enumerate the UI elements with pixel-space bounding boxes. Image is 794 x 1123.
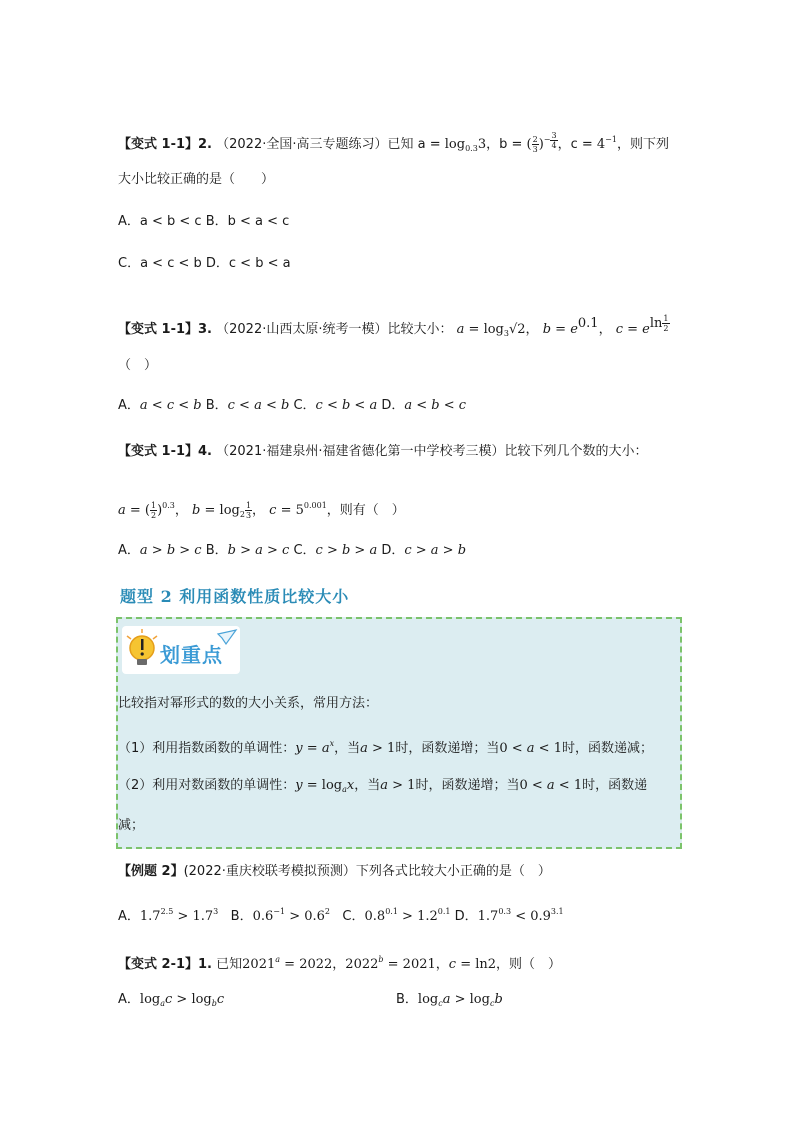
question-source: （2021·福建泉州·福建省德化第一中学校考三模）比较下列几个数的大小：: [216, 444, 648, 459]
question-3-paren: （ ）: [118, 358, 158, 373]
key-point-2: （2）利用对数函数的单调性：$y = \log_ax$，当a > 1时，函数递增；当0 < a < 1时，函数递: [118, 778, 648, 794]
badge-label: 划重点: [160, 643, 223, 667]
question-3-options: A．a < c < b B．c < a < b C．c < b < a D．a < b < c: [118, 398, 467, 413]
b-expression: ( $\frac{2}{3}$ )$^{- \frac{3}{4}}$: [526, 130, 557, 154]
math-expression: a: [456, 322, 465, 337]
example-2-line-1: 【例题 2】(2022·重庆校联考模拟预测）下列各式比较大小正确的是（ ）: [118, 864, 551, 879]
c-expression: $4^{-1}$: [596, 135, 617, 152]
question-source: （2022·全国·高三专题练习）已知 a =: [216, 137, 441, 152]
question-4-line-2: a = ( $\frac{1}{2}$ )$^{0.3}$， $b = \log_2$ $\frac{1}{3}$ ， $c = 5^{0.001}$，则有（ ）: [118, 501, 405, 520]
section-heading: 题型 2 利用函数性质比较大小: [120, 587, 350, 606]
example-2-options: A．$1.7^{2.5} > 1.7^3$ B．$0.6^{-1} > 0.6^2$ C．$0.8^{0.1} > 1.2^{0.1}$ D．$1.7^{0.3} < 0.9^{3.1}$: [118, 907, 564, 924]
key-points-intro: 比较指对幂形式的数的大小关系，常用方法：: [118, 696, 379, 711]
question-prefix: 【变式 1-1】2.: [118, 137, 212, 152]
question-prefix: 【变式 1-1】4.: [118, 444, 212, 459]
key-point-2-cont: 减；: [118, 818, 145, 833]
question-2-options-ab: A．a < b < c B．b < a < c: [118, 214, 290, 229]
key-points-badge: [122, 626, 240, 674]
question-2-1-option-a: A．$\log_ac > \log_bc$: [118, 992, 225, 1008]
question-2-options-cd: C．a < c < b D．c < b < a: [118, 256, 291, 271]
question-2-line-1: 【变式 1-1】2. （2022·全国·高三专题练习）已知 $a = \log_{0.3}3$，b = ( $\frac{2}{3}$ )$^{- \frac{3}{4}}$ ，$c = 4^{-1}$，则下列: [118, 130, 669, 154]
question-3-line-1: 【变式 1-1】3. （2022·山西太原·统考一模）比较大小： $a = \log_3√2$， $b = e^{0.1}$， $c = e^{ln \frac{1}{2}}$: [118, 314, 669, 338]
question-prefix: 【变式 1-1】3.: [118, 322, 212, 337]
log-expression: $\log_{0.3}3$: [444, 137, 487, 153]
question-4-line-1: [118, 442, 648, 462]
question-source: （2022·山西太原·统考一模）比较大小：: [216, 322, 453, 337]
question-2-line-2: 大小比较正确的是（ ）: [118, 172, 275, 187]
question-4-options: A．a > b > c B．b > a > c C．c > b > a D．c > a > b: [118, 543, 467, 558]
key-point-1: （1）利用指数函数的单调性：$y = a^x$，当a > 1时，函数递增；当0 < a < 1时，函数递减；: [118, 739, 653, 756]
question-2-1-option-b: B．$\log_ca > \log_cb$: [396, 992, 503, 1008]
question-2-1-line-1: 【变式 2-1】1. 已知$2021^a = 2022$，$2022^b = 2021$，c = ln2，则（ ）: [118, 955, 562, 972]
